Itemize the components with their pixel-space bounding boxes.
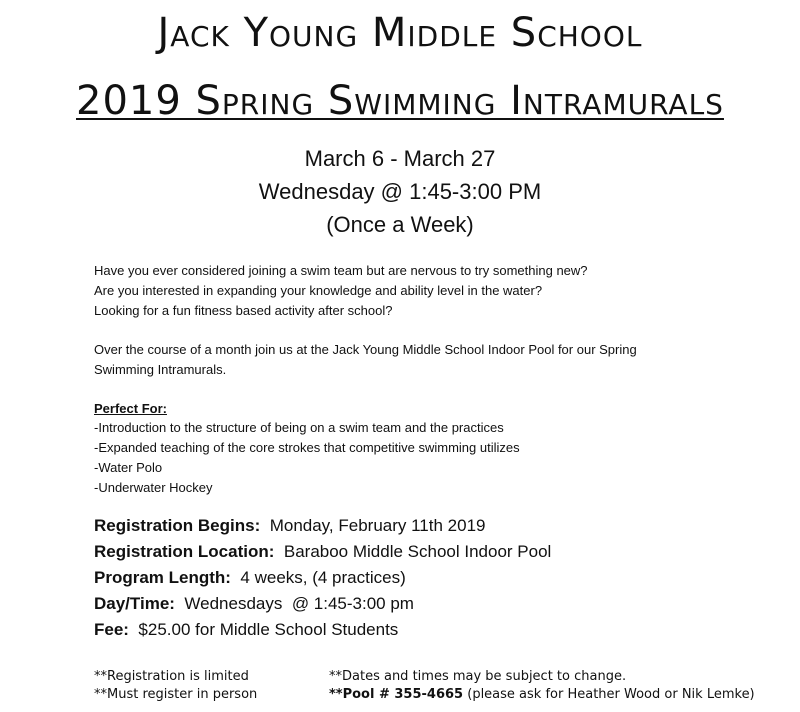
perfect-for-item: -Water Polo [94, 460, 163, 475]
detail-label: Fee: [94, 620, 129, 639]
program-frequency: (Once a Week) [326, 212, 474, 237]
detail-value: 4 weeks, (4 practices) [240, 568, 406, 587]
note-pool-contact [329, 686, 755, 704]
school-title: Jack Young Middle School [157, 10, 643, 56]
note-dates-subject-to-change: **Dates and times may be subject to change. [329, 669, 627, 684]
pool-phone: **Pool # 355-4665 [329, 687, 464, 702]
intro-description-line: Over the course of a month join us at the Jack Young Middle School Indoor Pool for our Spring [94, 342, 637, 357]
perfect-for-heading: Perfect For: [94, 401, 167, 416]
intro-question: Looking for a fun fitness based activity after school? [94, 303, 393, 318]
perfect-for-item: -Expanded teaching of the core strokes that competitive swimming utilizes [94, 440, 520, 455]
detail-value: Monday, February 11th 2019 [269, 516, 486, 535]
perfect-for-item: -Underwater Hockey [94, 480, 213, 495]
pool-contact-people: (please ask for Heather Wood or Nik Lemke) [467, 687, 755, 702]
intro-description-line: Swimming Intramurals. [94, 362, 227, 377]
detail-program-length [94, 566, 406, 590]
detail-registration-location [94, 540, 551, 564]
note-registration-limited: **Registration is limited [94, 669, 249, 684]
detail-day-time [94, 592, 414, 616]
perfect-for-item: -Introduction to the structure of being on a swim team and the practices [94, 420, 504, 435]
detail-fee [94, 618, 398, 642]
detail-label: Program Length: [94, 568, 231, 587]
detail-value: Baraboo Middle School Indoor Pool [283, 542, 552, 561]
note-register-in-person: **Must register in person [94, 687, 258, 702]
program-dates: March 6 - March 27 [304, 146, 496, 171]
program-day-time: Wednesday @ 1:45-3:00 PM [258, 179, 542, 204]
detail-label: Registration Location: [94, 542, 275, 561]
intro-question: Are you interested in expanding your knowledge and ability level in the water? [94, 283, 543, 298]
intro-question: Have you ever considered joining a swim team but are nervous to try something new? [94, 263, 588, 278]
detail-label: Day/Time: [94, 594, 175, 613]
detail-value: $25.00 for Middle School Students [138, 620, 399, 639]
program-title: 2019 Spring Swimming Intramurals [76, 78, 724, 124]
detail-value: Wednesdays @ 1:45-3:00 pm [184, 594, 414, 613]
detail-label: Registration Begins: [94, 516, 261, 535]
detail-registration-begins [94, 514, 485, 538]
